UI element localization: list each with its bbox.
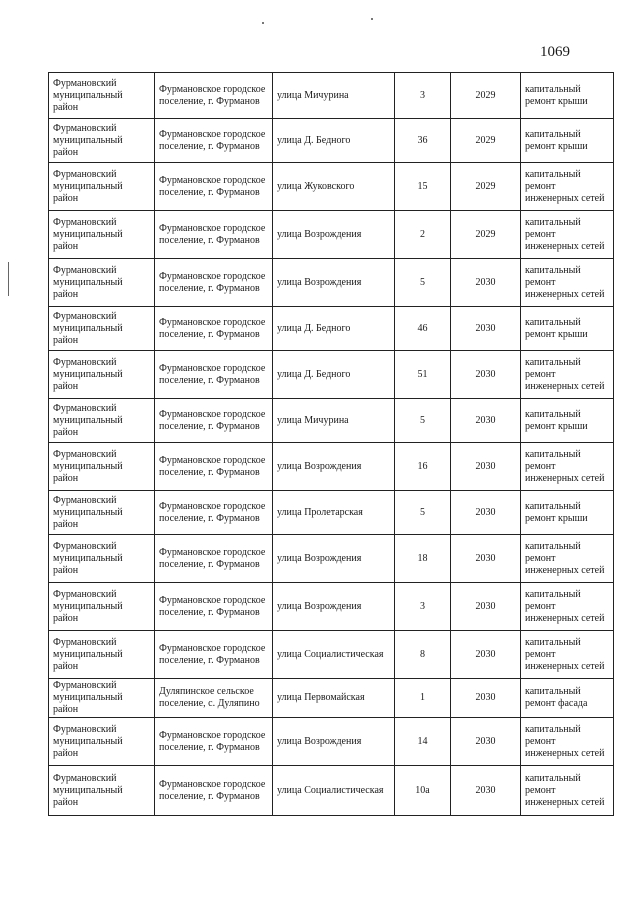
year-cell: 2030 bbox=[451, 259, 521, 307]
settlement-cell: Фурмановское городское поселение, г. Фурманов bbox=[155, 211, 273, 259]
house-number-cell: 15 bbox=[395, 163, 451, 211]
street-cell: улица Д. Бедного bbox=[273, 351, 395, 399]
table-row bbox=[49, 259, 614, 307]
work-type-cell: капитальный ремонт инженерных сетей bbox=[521, 583, 614, 631]
street-cell: улица Социалистическая bbox=[273, 766, 395, 816]
table-row bbox=[49, 163, 614, 211]
table-row bbox=[49, 583, 614, 631]
district-cell: Фурмановский муниципальный район bbox=[49, 73, 155, 119]
work-type-cell: капитальный ремонт инженерных сетей bbox=[521, 211, 614, 259]
house-number-cell: 16 bbox=[395, 443, 451, 491]
house-number-cell: 1 bbox=[395, 679, 451, 718]
settlement-cell: Фурмановское городское поселение, г. Фурманов bbox=[155, 399, 273, 443]
year-cell: 2030 bbox=[451, 491, 521, 535]
year-cell: 2030 bbox=[451, 535, 521, 583]
district-cell: Фурмановский муниципальный район bbox=[49, 766, 155, 816]
table-row bbox=[49, 443, 614, 491]
settlement-cell: Фурмановское городское поселение, г. Фурманов bbox=[155, 307, 273, 351]
work-type-cell: капитальный ремонт фасада bbox=[521, 679, 614, 718]
house-number-cell: 8 bbox=[395, 631, 451, 679]
work-type-cell: капитальный ремонт крыши bbox=[521, 491, 614, 535]
street-cell: улица Возрождения bbox=[273, 443, 395, 491]
settlement-cell: Фурмановское городское поселение, г. Фурманов bbox=[155, 766, 273, 816]
housing-repair-table bbox=[48, 72, 614, 816]
work-type-cell: капитальный ремонт инженерных сетей bbox=[521, 535, 614, 583]
table-row bbox=[49, 535, 614, 583]
street-cell: улица Возрождения bbox=[273, 211, 395, 259]
district-cell: Фурмановский муниципальный район bbox=[49, 119, 155, 163]
house-number-cell: 46 bbox=[395, 307, 451, 351]
settlement-cell: Фурмановское городское поселение, г. Фурманов bbox=[155, 491, 273, 535]
year-cell: 2030 bbox=[451, 766, 521, 816]
year-cell: 2030 bbox=[451, 351, 521, 399]
settlement-cell: Фурмановское городское поселение, г. Фурманов bbox=[155, 583, 273, 631]
house-number-cell: 10а bbox=[395, 766, 451, 816]
settlement-cell: Фурмановское городское поселение, г. Фурманов bbox=[155, 631, 273, 679]
house-number-cell: 3 bbox=[395, 73, 451, 119]
district-cell: Фурмановский муниципальный район bbox=[49, 679, 155, 718]
district-cell: Фурмановский муниципальный район bbox=[49, 351, 155, 399]
district-cell: Фурмановский муниципальный район bbox=[49, 259, 155, 307]
year-cell: 2030 bbox=[451, 583, 521, 631]
year-cell: 2029 bbox=[451, 211, 521, 259]
settlement-cell: Фурмановское городское поселение, г. Фурманов bbox=[155, 119, 273, 163]
street-cell: улица Первомайская bbox=[273, 679, 395, 718]
year-cell: 2030 bbox=[451, 679, 521, 718]
settlement-cell: Дуляпинское сельское поселение, с. Дуляпино bbox=[155, 679, 273, 718]
settlement-cell: Фурмановское городское поселение, г. Фурманов bbox=[155, 259, 273, 307]
year-cell: 2030 bbox=[451, 307, 521, 351]
table-row bbox=[49, 399, 614, 443]
street-cell: улица Пролетарская bbox=[273, 491, 395, 535]
street-cell: улица Возрождения bbox=[273, 259, 395, 307]
year-cell: 2030 bbox=[451, 443, 521, 491]
work-type-cell: капитальный ремонт инженерных сетей bbox=[521, 718, 614, 766]
settlement-cell: Фурмановское городское поселение, г. Фурманов bbox=[155, 535, 273, 583]
scan-speck bbox=[262, 22, 264, 24]
table-row bbox=[49, 73, 614, 119]
table-row bbox=[49, 491, 614, 535]
district-cell: Фурмановский муниципальный район bbox=[49, 535, 155, 583]
house-number-cell: 36 bbox=[395, 119, 451, 163]
district-cell: Фурмановский муниципальный район bbox=[49, 163, 155, 211]
table-row bbox=[49, 351, 614, 399]
year-cell: 2030 bbox=[451, 399, 521, 443]
work-type-cell: капитальный ремонт инженерных сетей bbox=[521, 351, 614, 399]
work-type-cell: капитальный ремонт инженерных сетей bbox=[521, 259, 614, 307]
street-cell: улица Жуковского bbox=[273, 163, 395, 211]
house-number-cell: 2 bbox=[395, 211, 451, 259]
table-row bbox=[49, 679, 614, 718]
settlement-cell: Фурмановское городское поселение, г. Фурманов bbox=[155, 73, 273, 119]
district-cell: Фурмановский муниципальный район bbox=[49, 583, 155, 631]
page-number: 1069 bbox=[540, 44, 570, 60]
house-number-cell: 5 bbox=[395, 399, 451, 443]
district-cell: Фурмановский муниципальный район bbox=[49, 399, 155, 443]
district-cell: Фурмановский муниципальный район bbox=[49, 307, 155, 351]
year-cell: 2029 bbox=[451, 119, 521, 163]
settlement-cell: Фурмановское городское поселение, г. Фурманов bbox=[155, 443, 273, 491]
year-cell: 2029 bbox=[451, 73, 521, 119]
street-cell: улица Возрождения bbox=[273, 718, 395, 766]
street-cell: улица Социалистическая bbox=[273, 631, 395, 679]
table-row bbox=[49, 119, 614, 163]
house-number-cell: 51 bbox=[395, 351, 451, 399]
table-row bbox=[49, 766, 614, 816]
district-cell: Фурмановский муниципальный район bbox=[49, 491, 155, 535]
scan-edge-mark bbox=[8, 262, 9, 296]
work-type-cell: капитальный ремонт инженерных сетей bbox=[521, 163, 614, 211]
street-cell: улица Возрождения bbox=[273, 535, 395, 583]
house-number-cell: 3 bbox=[395, 583, 451, 631]
district-cell: Фурмановский муниципальный район bbox=[49, 443, 155, 491]
house-number-cell: 18 bbox=[395, 535, 451, 583]
street-cell: улица Возрождения bbox=[273, 583, 395, 631]
table-row bbox=[49, 211, 614, 259]
house-number-cell: 5 bbox=[395, 259, 451, 307]
district-cell: Фурмановский муниципальный район bbox=[49, 718, 155, 766]
work-type-cell: капитальный ремонт инженерных сетей bbox=[521, 766, 614, 816]
house-number-cell: 14 bbox=[395, 718, 451, 766]
table-row bbox=[49, 718, 614, 766]
settlement-cell: Фурмановское городское поселение, г. Фурманов bbox=[155, 351, 273, 399]
work-type-cell: капитальный ремонт крыши bbox=[521, 73, 614, 119]
work-type-cell: капитальный ремонт инженерных сетей bbox=[521, 443, 614, 491]
scan-speck bbox=[371, 18, 373, 20]
street-cell: улица Мичурина bbox=[273, 73, 395, 119]
house-number-cell: 5 bbox=[395, 491, 451, 535]
year-cell: 2029 bbox=[451, 163, 521, 211]
district-cell: Фурмановский муниципальный район bbox=[49, 211, 155, 259]
street-cell: улица Д. Бедного bbox=[273, 119, 395, 163]
street-cell: улица Д. Бедного bbox=[273, 307, 395, 351]
work-type-cell: капитальный ремонт крыши bbox=[521, 399, 614, 443]
work-type-cell: капитальный ремонт крыши bbox=[521, 307, 614, 351]
work-type-cell: капитальный ремонт инженерных сетей bbox=[521, 631, 614, 679]
table-row bbox=[49, 631, 614, 679]
settlement-cell: Фурмановское городское поселение, г. Фурманов bbox=[155, 718, 273, 766]
settlement-cell: Фурмановское городское поселение, г. Фурманов bbox=[155, 163, 273, 211]
street-cell: улица Мичурина bbox=[273, 399, 395, 443]
year-cell: 2030 bbox=[451, 718, 521, 766]
table-row bbox=[49, 307, 614, 351]
work-type-cell: капитальный ремонт крыши bbox=[521, 119, 614, 163]
year-cell: 2030 bbox=[451, 631, 521, 679]
district-cell: Фурмановский муниципальный район bbox=[49, 631, 155, 679]
